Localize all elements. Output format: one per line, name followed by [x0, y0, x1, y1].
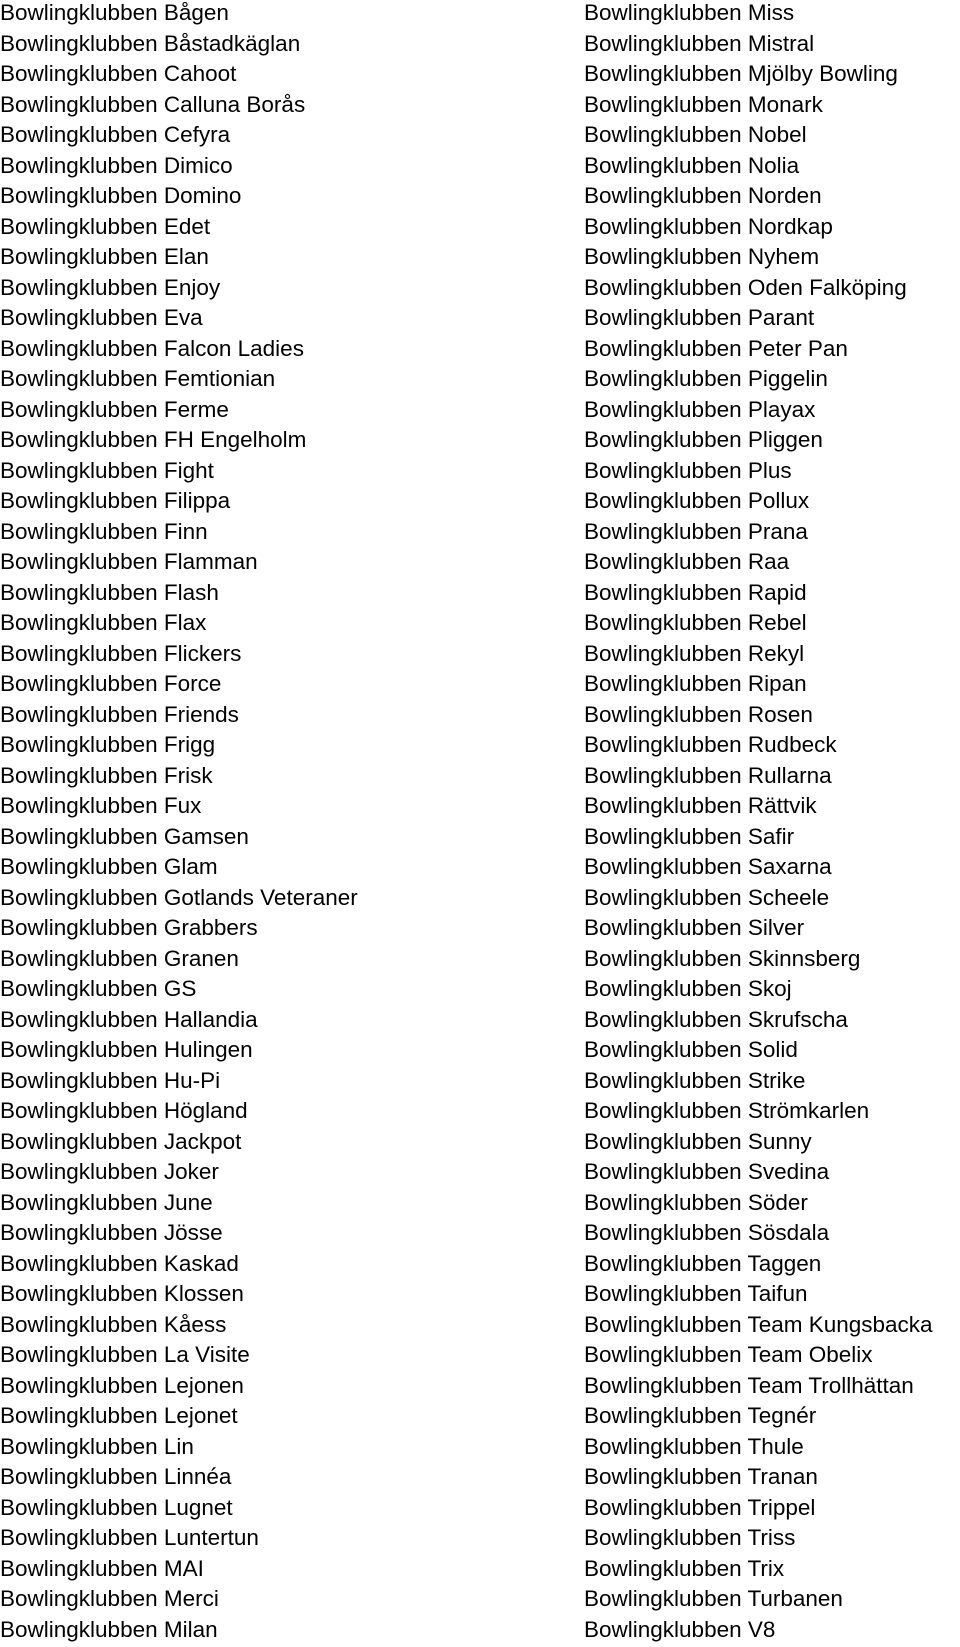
club-list-item: Bowlingklubben Miss: [584, 0, 960, 31]
club-list-item: Bowlingklubben GS: [0, 976, 560, 1007]
club-list-item: Bowlingklubben Prana: [584, 519, 960, 550]
club-list-item: Bowlingklubben Lin: [0, 1434, 560, 1465]
club-list-item: Bowlingklubben Fux: [0, 793, 560, 824]
club-list-item: Bowlingklubben Enjoy: [0, 275, 560, 306]
club-list-item: Bowlingklubben Granen: [0, 946, 560, 977]
club-list-item: Bowlingklubben Kaskad: [0, 1251, 560, 1282]
club-list-item: Bowlingklubben Nordkap: [584, 214, 960, 245]
club-list-item: Bowlingklubben Pollux: [584, 488, 960, 519]
club-list-item: Bowlingklubben V8: [584, 1617, 960, 1647]
club-list-item: Bowlingklubben Svedina: [584, 1159, 960, 1190]
club-list-item: Bowlingklubben Lejonen: [0, 1373, 560, 1404]
club-list-item: Bowlingklubben Piggelin: [584, 366, 960, 397]
club-list-item: Bowlingklubben Monark: [584, 92, 960, 123]
club-list-item: Bowlingklubben Milan: [0, 1617, 560, 1647]
club-list-item: Bowlingklubben Merci: [0, 1586, 560, 1617]
club-list-item: Bowlingklubben Filippa: [0, 488, 560, 519]
club-list-item: Bowlingklubben Klossen: [0, 1281, 560, 1312]
club-list-item: Bowlingklubben Luntertun: [0, 1525, 560, 1556]
club-list-item: Bowlingklubben Flamman: [0, 549, 560, 580]
club-list-item: Bowlingklubben Ferme: [0, 397, 560, 428]
club-list-item: Bowlingklubben Pliggen: [584, 427, 960, 458]
club-list-item: Bowlingklubben Glam: [0, 854, 560, 885]
club-list-item: Bowlingklubben Trix: [584, 1556, 960, 1587]
club-list-item: Bowlingklubben Nolia: [584, 153, 960, 184]
club-list-item: Bowlingklubben Båstadkäglan: [0, 31, 560, 62]
club-list-item: Bowlingklubben Lejonet: [0, 1403, 560, 1434]
club-list-item: Bowlingklubben Silver: [584, 915, 960, 946]
club-list-item: Bowlingklubben Frisk: [0, 763, 560, 794]
club-list-item: Bowlingklubben Thule: [584, 1434, 960, 1465]
club-list-item: Bowlingklubben Taggen: [584, 1251, 960, 1282]
club-list-item: Bowlingklubben Kåess: [0, 1312, 560, 1343]
club-list-item: Bowlingklubben Triss: [584, 1525, 960, 1556]
club-list-item: Bowlingklubben Hallandia: [0, 1007, 560, 1038]
club-list-item: Bowlingklubben Lugnet: [0, 1495, 560, 1526]
club-list-item: Bowlingklubben Rullarna: [584, 763, 960, 794]
club-list-item: Bowlingklubben Force: [0, 671, 560, 702]
club-list-item: Bowlingklubben Flash: [0, 580, 560, 611]
club-list-item: Bowlingklubben Hu-Pi: [0, 1068, 560, 1099]
club-list-item: Bowlingklubben FH Engelholm: [0, 427, 560, 458]
club-list-item: Bowlingklubben Mistral: [584, 31, 960, 62]
club-list-item: Bowlingklubben June: [0, 1190, 560, 1221]
club-list-item: Bowlingklubben Rekyl: [584, 641, 960, 672]
club-list-item: Bowlingklubben Domino: [0, 183, 560, 214]
club-list-item: Bowlingklubben Calluna Borås: [0, 92, 560, 123]
club-list-item: Bowlingklubben Playax: [584, 397, 960, 428]
club-list-item: Bowlingklubben Trippel: [584, 1495, 960, 1526]
club-list-item: Bowlingklubben Strike: [584, 1068, 960, 1099]
club-list-item: Bowlingklubben Söder: [584, 1190, 960, 1221]
club-list-item: Bowlingklubben Friends: [0, 702, 560, 733]
club-list-item: Bowlingklubben Högland: [0, 1098, 560, 1129]
club-list-item: Bowlingklubben Grabbers: [0, 915, 560, 946]
club-list-item: Bowlingklubben Skoj: [584, 976, 960, 1007]
club-list-item: Bowlingklubben Team Trollhättan: [584, 1373, 960, 1404]
club-list-item: Bowlingklubben Safir: [584, 824, 960, 855]
club-list-item: Bowlingklubben Ripan: [584, 671, 960, 702]
club-list-item: Bowlingklubben Falcon Ladies: [0, 336, 560, 367]
club-list-item: Bowlingklubben Bågen: [0, 0, 560, 31]
club-list-item: Bowlingklubben Flickers: [0, 641, 560, 672]
club-list-item: Bowlingklubben Skinnsberg: [584, 946, 960, 977]
club-list-item: Bowlingklubben Skrufscha: [584, 1007, 960, 1038]
club-list-item: Bowlingklubben Dimico: [0, 153, 560, 184]
club-list-item: Bowlingklubben Sösdala: [584, 1220, 960, 1251]
club-list-item: Bowlingklubben Oden Falköping: [584, 275, 960, 306]
club-list-item: Bowlingklubben Peter Pan: [584, 336, 960, 367]
club-list-item: Bowlingklubben Team Obelix: [584, 1342, 960, 1373]
club-list-item: Bowlingklubben Jackpot: [0, 1129, 560, 1160]
club-list-item: Bowlingklubben Frigg: [0, 732, 560, 763]
club-list-item: Bowlingklubben Nyhem: [584, 244, 960, 275]
club-list-item: Bowlingklubben Rudbeck: [584, 732, 960, 763]
club-list-item: Bowlingklubben Rättvik: [584, 793, 960, 824]
club-list-item: Bowlingklubben Team Kungsbacka: [584, 1312, 960, 1343]
club-list-item: Bowlingklubben Nobel: [584, 122, 960, 153]
club-list-right-column: [584, 0, 960, 1647]
club-list-item: Bowlingklubben Cahoot: [0, 61, 560, 92]
club-list-item: Bowlingklubben Parant: [584, 305, 960, 336]
club-list-item: Bowlingklubben Strömkarlen: [584, 1098, 960, 1129]
club-list-item: Bowlingklubben Fight: [0, 458, 560, 489]
club-list-item: Bowlingklubben Scheele: [584, 885, 960, 916]
club-list-item: Bowlingklubben Joker: [0, 1159, 560, 1190]
club-list-item: Bowlingklubben Femtionian: [0, 366, 560, 397]
club-list-item: Bowlingklubben Rosen: [584, 702, 960, 733]
club-list-item: Bowlingklubben Flax: [0, 610, 560, 641]
club-list-item: Bowlingklubben Gotlands Veteraner: [0, 885, 560, 916]
club-list-item: Bowlingklubben Rebel: [584, 610, 960, 641]
club-list-item: Bowlingklubben Mjölby Bowling: [584, 61, 960, 92]
club-list-item: Bowlingklubben Solid: [584, 1037, 960, 1068]
club-list-item: Bowlingklubben Hulingen: [0, 1037, 560, 1068]
club-list-item: Bowlingklubben Linnéa: [0, 1464, 560, 1495]
club-list-item: Bowlingklubben Raa: [584, 549, 960, 580]
club-list-item: Bowlingklubben Turbanen: [584, 1586, 960, 1617]
club-list-item: Bowlingklubben Rapid: [584, 580, 960, 611]
club-list-item: Bowlingklubben Eva: [0, 305, 560, 336]
club-list-item: Bowlingklubben Norden: [584, 183, 960, 214]
club-list-item: Bowlingklubben Finn: [0, 519, 560, 550]
club-list-item: Bowlingklubben MAI: [0, 1556, 560, 1587]
club-list-item: Bowlingklubben Jösse: [0, 1220, 560, 1251]
club-list-item: Bowlingklubben Sunny: [584, 1129, 960, 1160]
club-list-item: Bowlingklubben Edet: [0, 214, 560, 245]
club-list-item: Bowlingklubben Tegnér: [584, 1403, 960, 1434]
club-list-item: Bowlingklubben La Visite: [0, 1342, 560, 1373]
club-list-item: Bowlingklubben Elan: [0, 244, 560, 275]
club-list-item: Bowlingklubben Tranan: [584, 1464, 960, 1495]
club-list-item: Bowlingklubben Cefyra: [0, 122, 560, 153]
club-list-item: Bowlingklubben Saxarna: [584, 854, 960, 885]
club-list-item: Bowlingklubben Taifun: [584, 1281, 960, 1312]
club-list-item: Bowlingklubben Gamsen: [0, 824, 560, 855]
club-list-item: Bowlingklubben Plus: [584, 458, 960, 489]
